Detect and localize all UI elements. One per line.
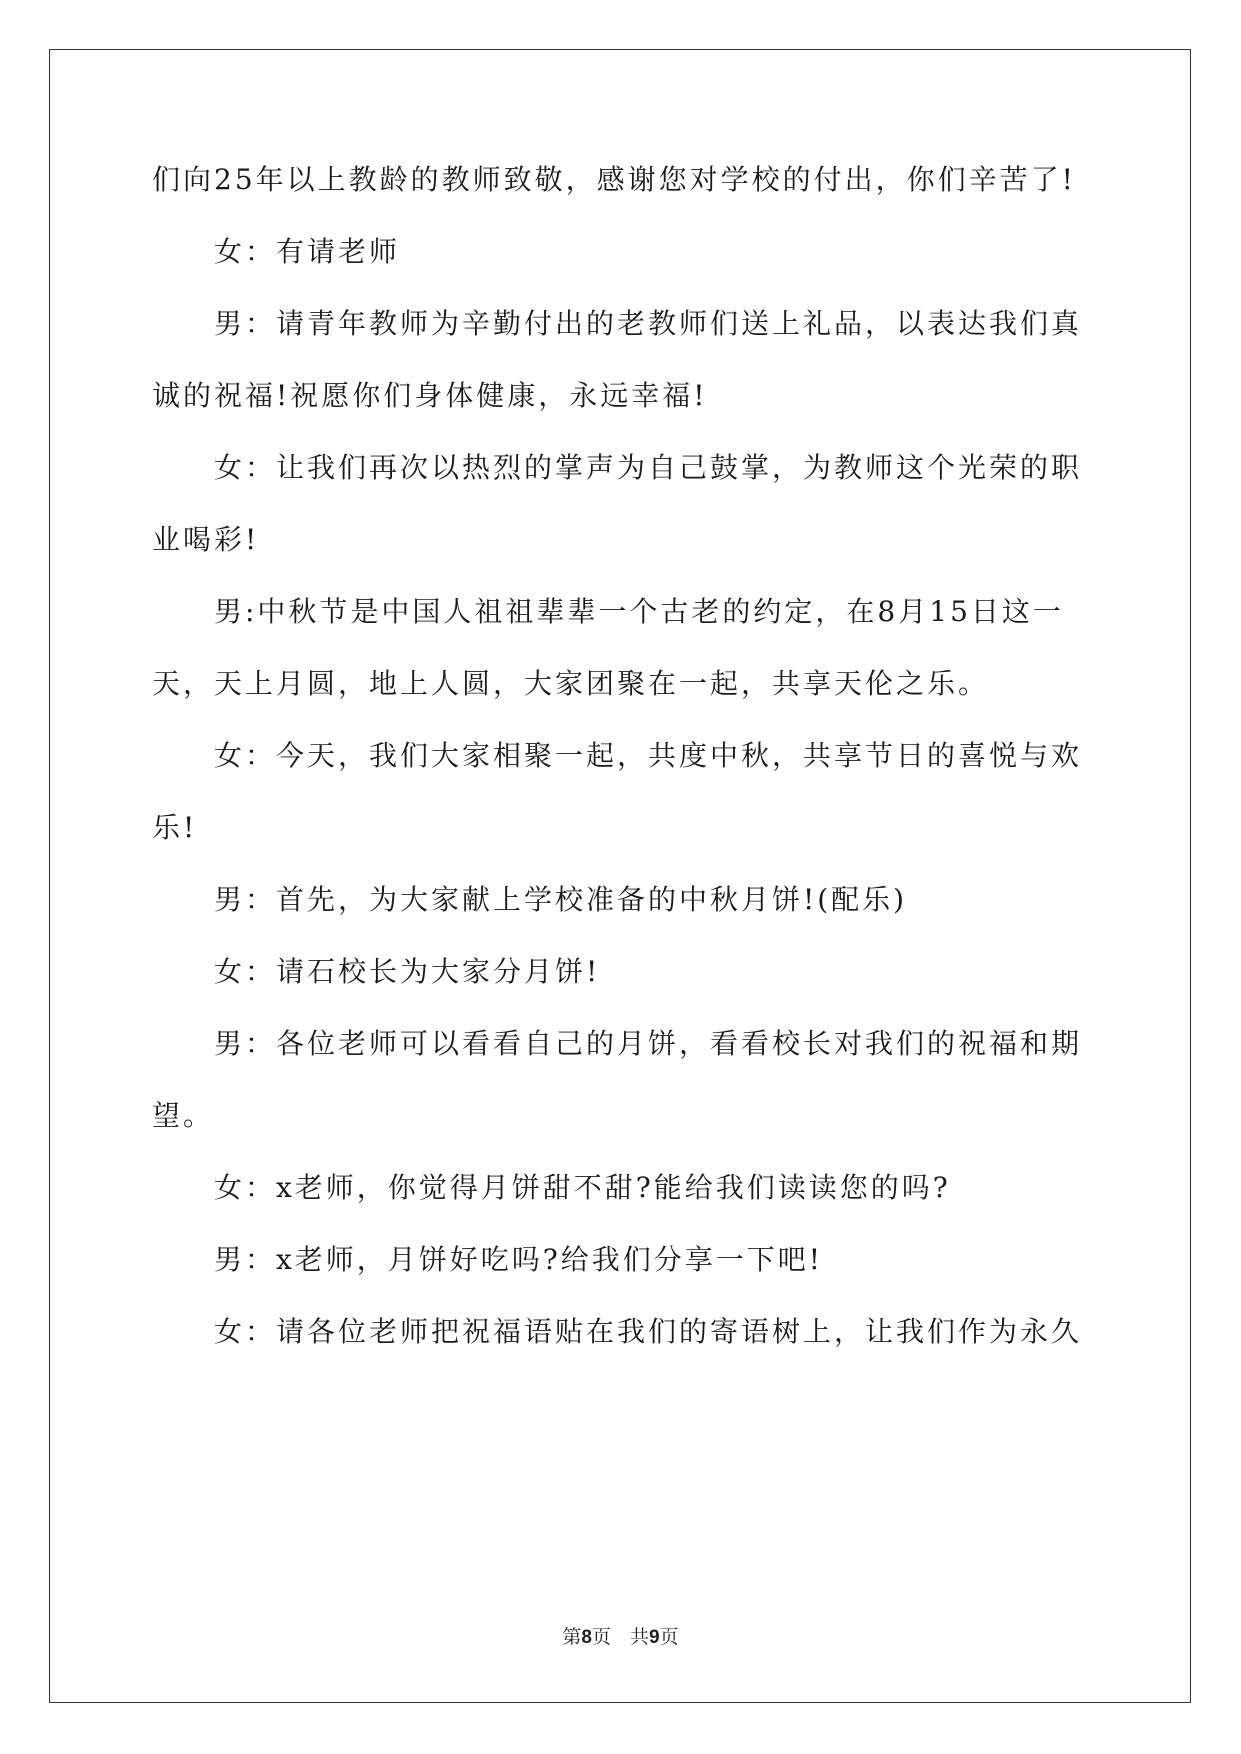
text-line: 业喝彩! [152, 523, 260, 556]
footer-suffix: 页 [659, 1626, 679, 1648]
text-line: 女：有请老师 [152, 235, 401, 268]
current-page-number: 8 [581, 1627, 592, 1648]
text-line: 们向25年以上教龄的教师致敬，感谢您对学校的付出，你们辛苦了! [152, 163, 1076, 196]
text-line: 女：请各位老师把祝福语贴在我们的寄语树上，让我们作为永久 [152, 1315, 1083, 1348]
text-line: 女：今天，我们大家相聚一起，共度中秋，共享节日的喜悦与欢 [152, 739, 1083, 772]
text-line: 女：请石校长为大家分月饼! [152, 955, 601, 988]
text-line: 天，天上月圆，地上人圆，大家团聚在一起，共享天伦之乐。 [152, 667, 990, 700]
text-line: 男：x老师，月饼好吃吗?给我们分享一下吧! [152, 1243, 824, 1276]
text-line: 男：各位老师可以看看自己的月饼，看看校长对我们的祝福和期 [152, 1027, 1083, 1060]
text-line: 诚的祝福!祝愿你们身体健康，永远幸福! [152, 379, 708, 412]
total-pages-number: 9 [649, 1627, 660, 1648]
footer-mid: 页 共 [591, 1626, 649, 1648]
text-line: 男：首先，为大家献上学校准备的中秋月饼!(配乐) [152, 883, 908, 916]
text-line: 男：请青年教师为辛勤付出的老教师们送上礼品，以表达我们真 [152, 307, 1083, 340]
text-line: 乐! [152, 811, 198, 844]
page-footer [0, 1622, 1241, 1649]
footer-prefix: 第 [562, 1626, 582, 1648]
page-border [49, 49, 1191, 1703]
text-line: 望。 [152, 1099, 215, 1132]
text-line: 男:中秋节是中国人祖祖辈辈一个古老的约定，在8月15日这一 [152, 595, 1064, 628]
text-line: 女：x老师，你觉得月饼甜不甜?能给我们读读您的吗? [152, 1171, 951, 1204]
text-line: 女：让我们再次以热烈的掌声为自己鼓掌，为教师这个光荣的职 [152, 451, 1083, 484]
